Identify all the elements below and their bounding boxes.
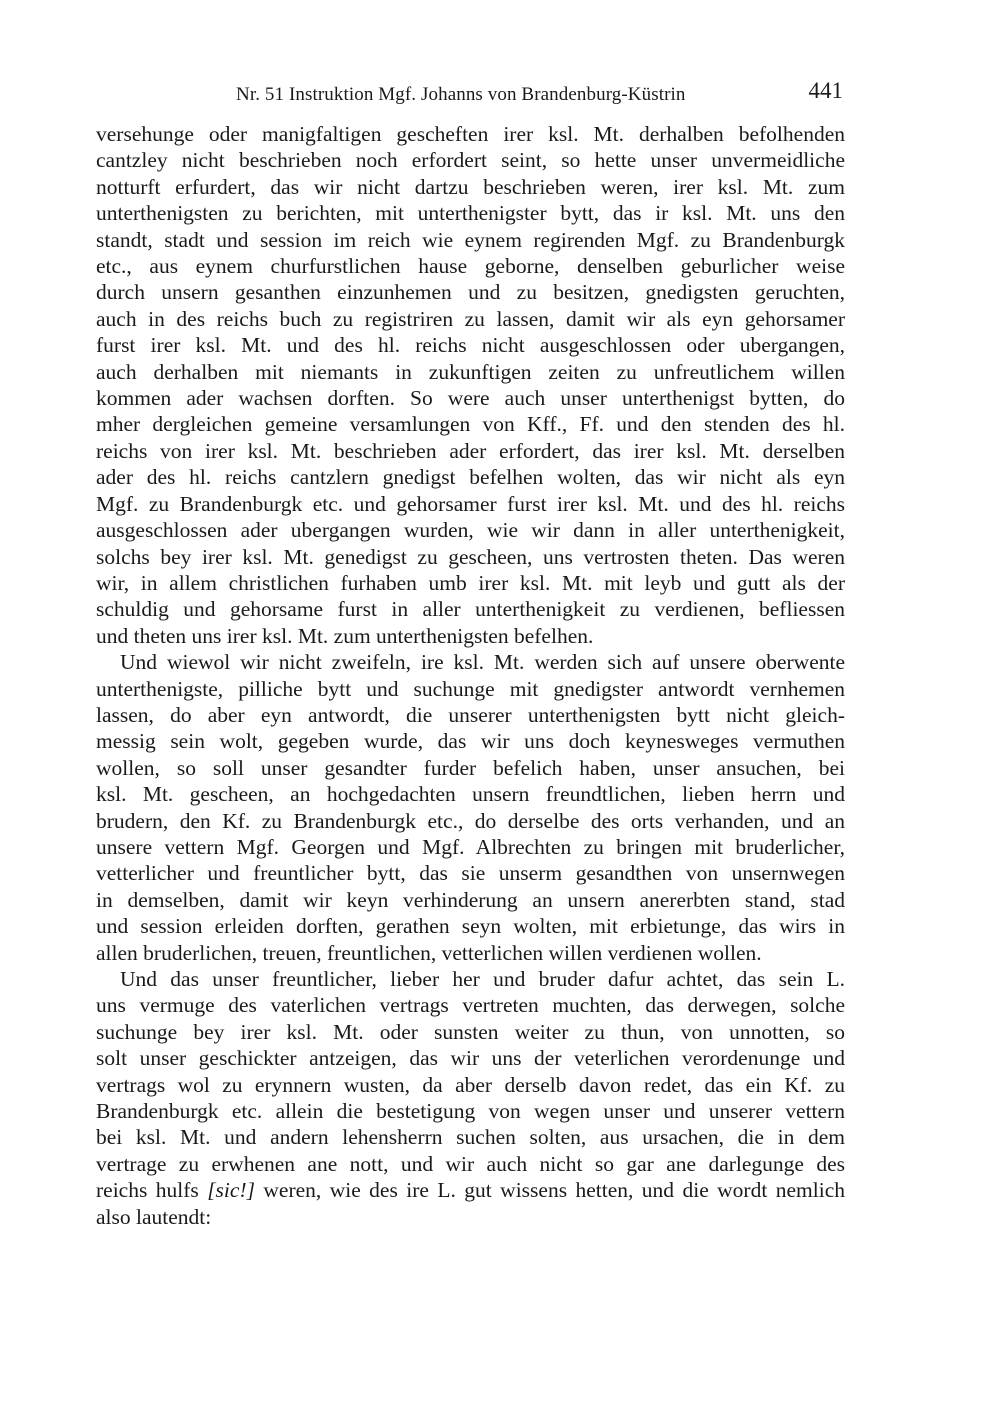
text-line: Und das unser freuntlicher, lieber her und bruder dafur achtet, das sein L. [120,967,845,991]
text-line: uns vermuge des vaterlichen vertrags vertreten muchten, das derwegen, solche [96,993,845,1018]
text-line: unterthenigsten zu berichten, mit unterthenigster bytt, das ir ksl. Mt. uns den [96,201,845,226]
sic-line-after: weren, wie des ire L. gut wissens hetten, und die wordt nemlich [254,1178,845,1203]
paragraph-3 [96,966,845,1230]
text-line: bei ksl. Mt. und andern lehensherrn suchen solten, aus ursachen, die in dem [96,1125,845,1150]
text-line: Und wiewol wir nicht zweifeln, ire ksl. Mt. werden sich auf unsere oberwente [120,650,845,675]
text-line: notturft erfurdert, das wir nicht dartzu beschrieben weren, irer ksl. Mt. zum [96,174,845,199]
text-line: vertrags wol zu erynnern wusten, da aber derselb davon redet, das ein Kf. zu [96,1072,845,1097]
text-line: durch unsern gesanthen einzunhemen und zu besitzen, gnedigsten geruchten, [96,280,845,305]
text-line: vetterlicher und freuntlicher bytt, das sie unserm gesandthen von unsernwegen [96,861,845,886]
text-line: brudern, den Kf. zu Brandenburgk etc., do derselbe des orts verhanden, und an [96,808,845,833]
text-line: mher dergleichen gemeine versamlungen von Kff., Ff. und den stenden des hl. [96,412,845,437]
text-line: vertrage zu erwhenen ane nott, und wir auch nicht so gar ane darlegunge des [96,1151,845,1176]
text-line: solt unser geschickter antzeigen, das wir uns der veterlichen verordenunge und [96,1046,845,1071]
text-line: cantzley nicht beschrieben noch erfordert seint, so hette unser unvermeidliche [96,148,845,173]
text-line: allen bruderlichen, treuen, freuntlichen, vetterlichen willen verdienen wollen. [96,940,762,965]
text-line: unsere vettern Mgf. Georgen und Mgf. Albrechten zu bringen mit bruderlicher, [96,834,845,859]
text-line: standt, stadt und session im reich wie eynem regirenden Mgf. zu Brandenburgk [96,227,845,252]
running-header [96,78,845,108]
text-line: messig sein wolt, gegeben wurde, das wir uns doch keynesweges vermuthen [96,729,845,754]
text-line: ausgeschlossen ader ubergangen wurden, wie wir dann in aller unterthenigkeit, [96,518,845,543]
text-line: Brandenburgk etc. allein die bestetigung von wegen unser und unserer vettern [96,1099,845,1124]
sic-line-before: reichs hulfs [96,1178,208,1203]
text-line: suchunge bey irer ksl. Mt. oder sunsten weiter zu thun, von unnotten, so [96,1019,845,1044]
text-line: etc., aus eynem churfurstlichen hause geborne, denselben geburlicher weise [96,254,845,279]
text-line: versehunge oder manigfaltigen gescheften irer ksl. Mt. derhalben befolhenden [96,122,845,146]
paragraph-2 [96,649,845,966]
body-text [96,121,845,1230]
text-line: furst irer ksl. Mt. und des hl. reichs nicht ausgeschlossen oder ubergangen, [96,333,845,358]
text-line: solchs bey irer ksl. Mt. genedigst zu gescheen, uns vertrosten theten. Das weren [96,544,845,569]
running-title: Nr. 51 Instruktion Mgf. Johanns von Brandenburg-Küstrin [236,84,686,105]
text-line: wir, in allem christlichen furhaben umb irer ksl. Mt. mit leyb und gutt als der [96,570,845,595]
page-number: 441 [808,78,843,103]
text-line: auch derhalben mit niemants in zukunftigen zeiten zu unfreutlichem willen [96,359,845,384]
paragraph-1 [96,121,845,649]
text-line: auch in des reichs buch zu registriren zu lassen, damit wir als eyn gehorsamer [96,306,845,331]
text-line: kommen ader wachsen dorften. So were auch unser unterthenigst bytten, do [96,386,845,411]
sic-annotation: [sic!] [207,1178,255,1203]
text-line: und session erleiden dorften, gerathen seyn wolten, mit erbietunge, das wirs in [96,914,845,939]
text-line: lassen, do aber eyn antwordt, die unserer unterthenigsten bytt nicht gleich- [96,702,845,727]
text-line: also lautendt: [96,1204,212,1229]
text-line: und theten uns irer ksl. Mt. zum unterthenigsten befelhen. [96,623,594,648]
text-line: ader des hl. reichs cantzlern gnedigst befelhen wolten, das wir nicht als eyn [96,465,845,490]
text-line: unterthenigste, pilliche bytt und suchunge mit gnedigster antwordt vernhemen [96,676,845,701]
text-line: wollen, so soll unser gesandter furder befelich haben, unser ansuchen, bei [96,755,845,780]
text-line: reichs von irer ksl. Mt. beschrieben ader erfordert, das irer ksl. Mt. derselben [96,438,845,463]
text-line-with-sic [96,1177,845,1203]
text-line: ksl. Mt. gescheen, an hochgedachten unsern freundtlichen, lieben herrn und [96,782,845,807]
text-line: schuldig und gehorsame furst in aller unterthenigkeit zu verdienen, befliessen [96,597,845,622]
text-line: in demselben, damit wir keyn verhinderung an unsern anererbten stand, stad [96,887,845,912]
text-line: Mgf. zu Brandenburgk etc. und gehorsamer furst irer ksl. Mt. und des hl. reichs [96,491,845,516]
